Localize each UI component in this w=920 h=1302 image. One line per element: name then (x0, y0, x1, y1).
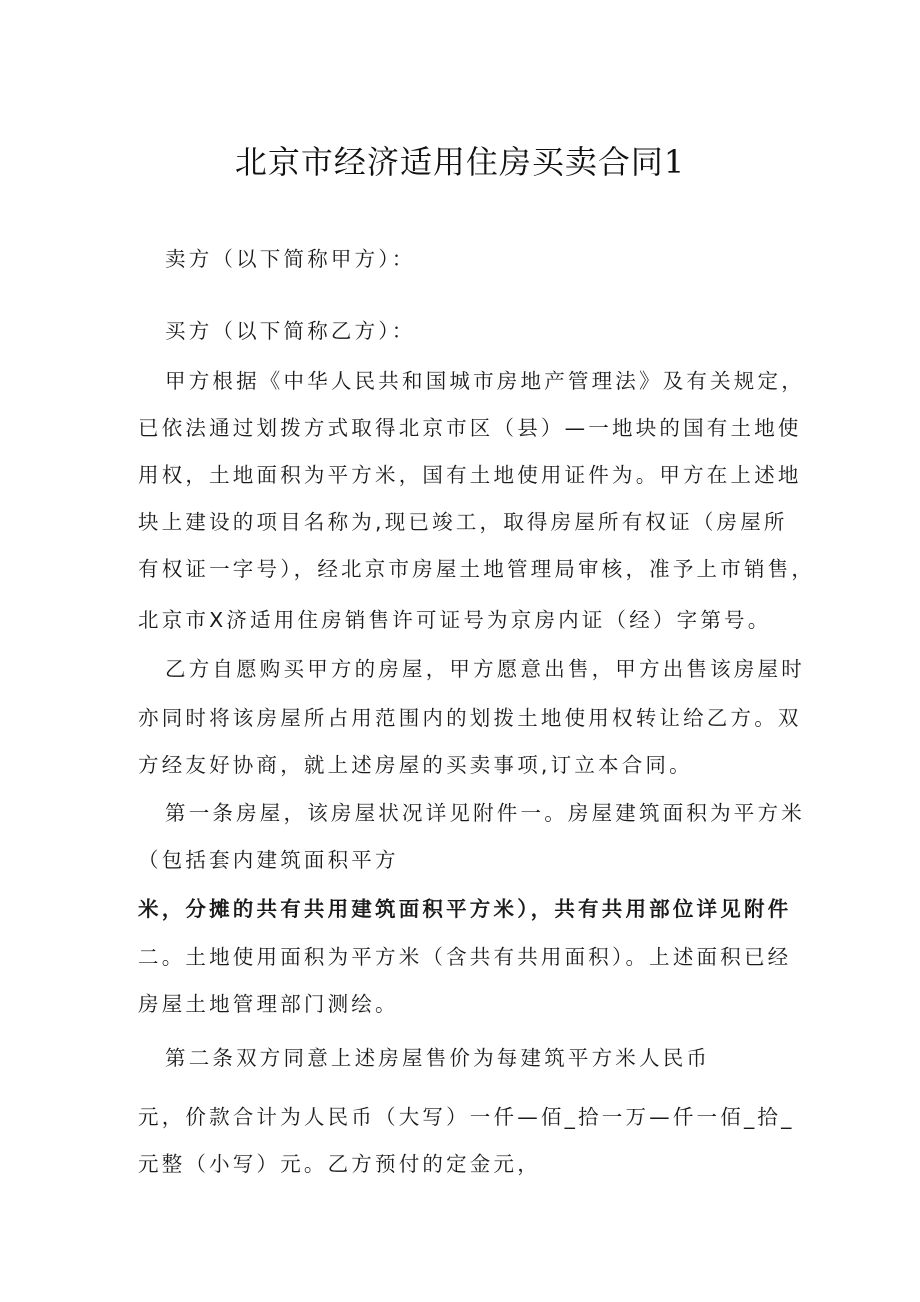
paragraph-line: 甲方根据《中华人民共和国城市房地产管理法》及有关规定， (165, 369, 805, 393)
paragraph-line: 方经友好协商，就上述房屋的买卖事项,订立本合同。 (138, 753, 693, 777)
document-title: 北京市经济适用住房买卖合同1 (234, 143, 686, 181)
article-line: 房屋土地管理部门测绘。 (138, 992, 399, 1016)
paragraph-line: 已依法通过划拨方式取得北京市区（县）—一地块的国有土地使 (138, 416, 802, 440)
article-line: 第二条双方同意上述房屋售价为每建筑平方米人民币 (165, 1046, 711, 1070)
paragraph-line: 有权证一字号），经北京市房屋土地管理局审核，准予上市销售， (138, 557, 816, 581)
article-line: 元，价款合计为人民币（大写）一仟—佰_拾一万—仟一佰_拾_ (138, 1105, 795, 1129)
seller-line: 卖方（以下简称甲方）： (165, 247, 416, 271)
paragraph-line: 北京市X济适用住房销售许可证号为京房内证（经）字第号。 (138, 608, 772, 632)
paragraph-line: 块上建设的项目名称为,现已竣工，取得房屋所有权证（房屋所 (138, 510, 788, 534)
article-line: 二。土地使用面积为平方米（含共有共用面积）。上述面积已经 (138, 945, 792, 969)
paragraph-line: 亦同时将该房屋所占用范围内的划拨土地使用权转让给乙方。双 (138, 706, 802, 730)
article-line: 米，分摊的共有共用建筑面积平方米），共有共用部位详见附件 (138, 897, 792, 921)
paragraph-line: 用权，土地面积为平方米，国有土地使用证件为。甲方在上述地 (138, 463, 802, 487)
article-line: 元整（小写）元。乙方预付的定金元， (138, 1152, 541, 1176)
paragraph-line: 乙方自愿购买甲方的房屋，甲方愿意出售，甲方出售该房屋时 (165, 657, 805, 681)
buyer-line: 买方（以下简称乙方）： (165, 319, 416, 343)
article-line: （包括套内建筑面积平方 (138, 848, 399, 872)
article-line: 第一条房屋，该房屋状况详见附件一。房屋建筑面积为平方米 (165, 801, 805, 825)
